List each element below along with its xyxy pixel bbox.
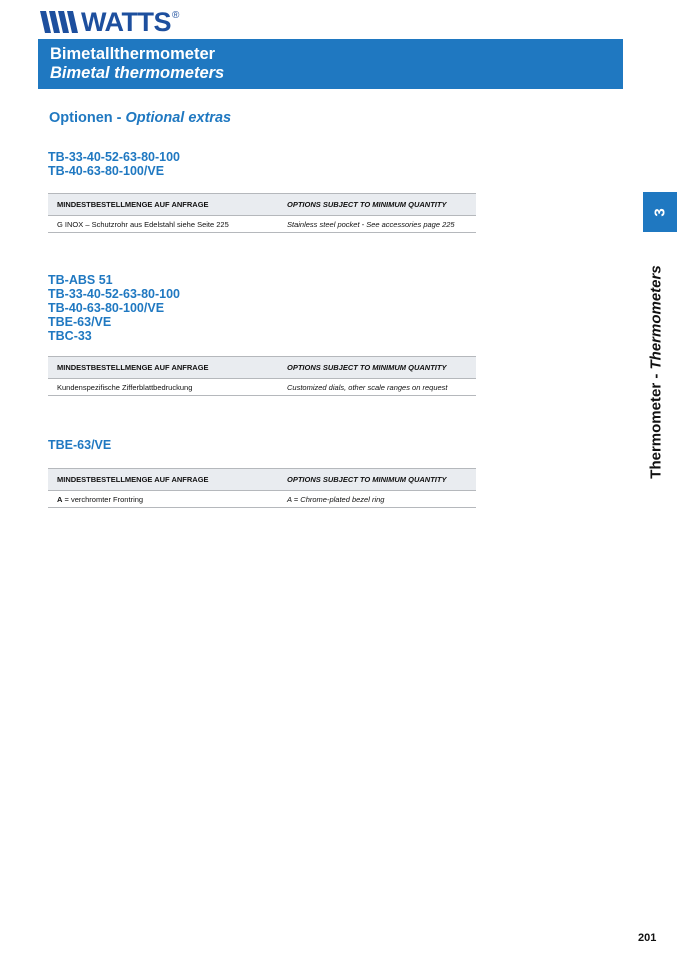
page-title-en: Bimetal thermometers xyxy=(50,64,225,82)
chapter-label-de: Thermometer - xyxy=(647,369,665,479)
options-table xyxy=(48,356,476,396)
model-name: TB-40-63-80-100/VE xyxy=(48,164,165,178)
option-en: A = Chrome-plated bezel ring xyxy=(287,491,476,508)
section-heading-de: Optionen - xyxy=(49,110,126,126)
option-code: A xyxy=(57,494,63,504)
model-name: TBE-63/VE xyxy=(48,315,112,329)
table-header-en: OPTIONS SUBJECT TO MINIMUM QUANTITY xyxy=(287,469,476,491)
page-number: 201 xyxy=(638,932,657,944)
table-header-row xyxy=(48,357,476,379)
option-en: Customized dials, other scale ranges on request xyxy=(287,379,476,396)
option-de xyxy=(48,491,287,508)
table-row xyxy=(48,491,476,508)
section-heading-en: Optional extras xyxy=(125,110,232,126)
watts-logo-mark-icon xyxy=(40,11,80,33)
model-name: TBE-63/VE xyxy=(48,438,112,452)
model-list xyxy=(48,438,111,452)
option-de: G INOX – Schutzrohr aus Edelstahl siehe Seite 225 xyxy=(48,216,287,233)
logo-text: WATTS xyxy=(81,7,171,37)
watts-logo xyxy=(40,8,179,36)
option-de: Kundenspezifische Zifferblattbedruckung xyxy=(48,379,287,396)
table-header-row xyxy=(48,469,476,491)
model-list xyxy=(48,273,180,343)
section-heading xyxy=(49,110,231,126)
options-table xyxy=(48,193,476,233)
table-row xyxy=(48,216,476,233)
chapter-label-en: Thermometers xyxy=(647,265,665,370)
title-bar xyxy=(38,39,623,89)
chapter-number: 3 xyxy=(651,207,669,217)
option-de-text: = verchromter Frontring xyxy=(62,494,144,504)
table-row xyxy=(48,379,476,396)
model-name: TB-33-40-52-63-80-100 xyxy=(48,150,181,164)
table-header-de: MINDESTBESTELLMENGE AUF ANFRAGE xyxy=(48,469,287,491)
model-name: TB-40-63-80-100/VE xyxy=(48,301,165,315)
model-name: TBC-33 xyxy=(48,329,92,343)
table-header-row xyxy=(48,194,476,216)
option-en: Stainless steel pocket - See accessories page 225 xyxy=(287,216,476,233)
registered-mark: ® xyxy=(171,10,180,21)
options-table xyxy=(48,468,476,508)
table-header-en: OPTIONS SUBJECT TO MINIMUM QUANTITY xyxy=(287,357,476,379)
model-name: TB-ABS 51 xyxy=(48,273,113,287)
chapter-label xyxy=(648,265,665,478)
table-header-en: OPTIONS SUBJECT TO MINIMUM QUANTITY xyxy=(287,194,476,216)
model-list xyxy=(48,150,180,178)
table-header-de: MINDESTBESTELLMENGE AUF ANFRAGE xyxy=(48,357,287,379)
page-title-de: Bimetallthermometer xyxy=(50,45,216,63)
chapter-tab xyxy=(643,192,677,232)
model-name: TB-33-40-52-63-80-100 xyxy=(48,287,181,301)
table-header-de: MINDESTBESTELLMENGE AUF ANFRAGE xyxy=(48,194,287,216)
